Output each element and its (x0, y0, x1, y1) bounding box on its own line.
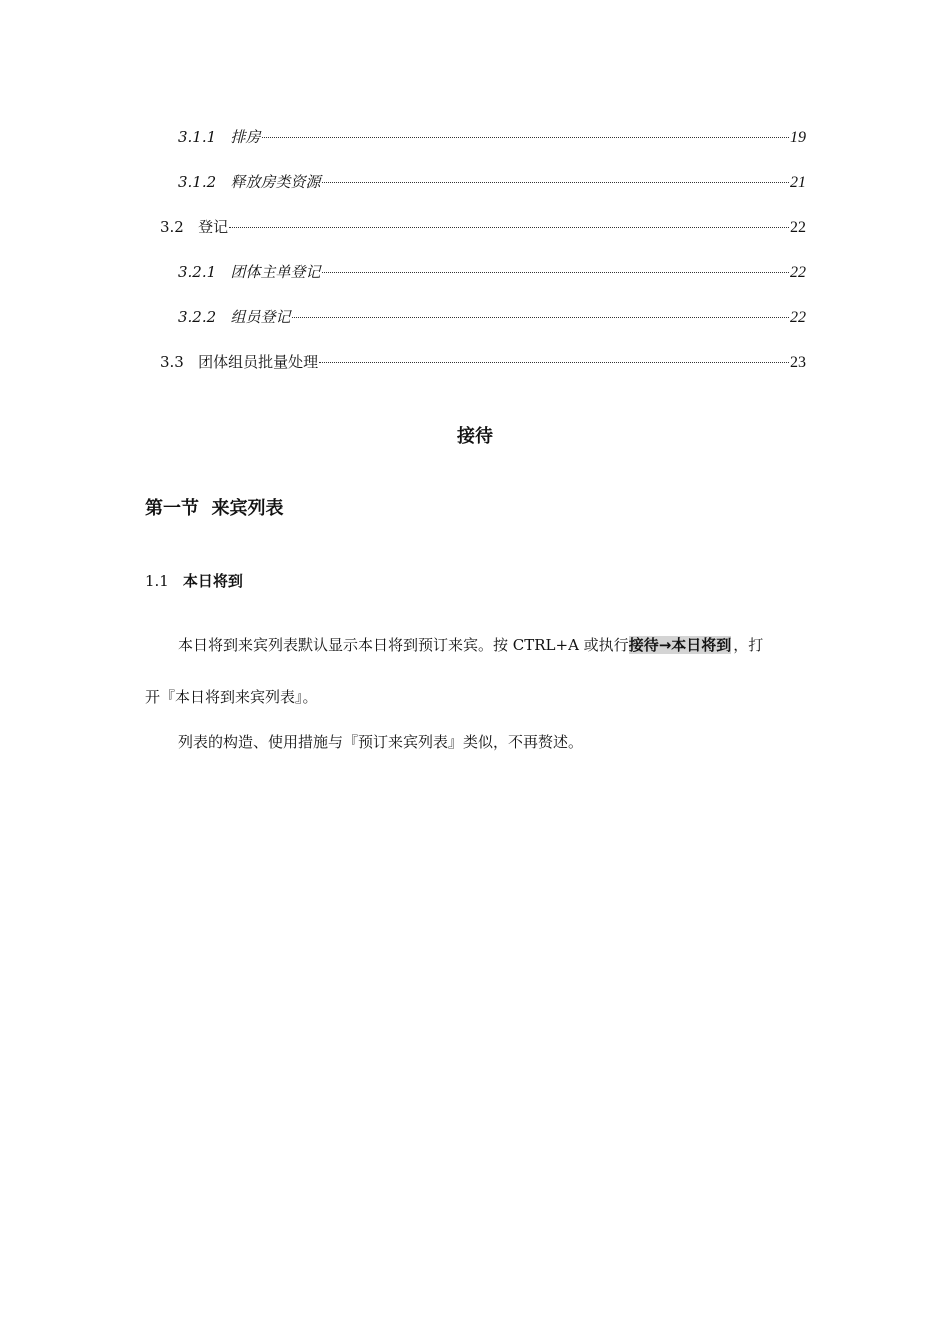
menu-item-reception: 接待 (628, 636, 659, 654)
subsection-number: 1.1 (145, 572, 169, 590)
toc-entry[interactable] (178, 171, 806, 193)
toc-entry[interactable] (160, 216, 806, 238)
toc-leader-dots (322, 272, 790, 273)
toc-entry-page: 22 (790, 219, 806, 236)
toc-entry-page: 22 (790, 264, 806, 281)
chapter-title: 接待 (457, 426, 493, 447)
paragraph-text: 本日将到来宾列表默认显示本日将到预订来宾。按 CTRL+A 或执行 (178, 636, 629, 654)
toc-entry-title: 排房 (230, 128, 261, 146)
toc-entry-number: 3.1.2 (178, 173, 217, 191)
toc-leader-dots (319, 362, 789, 363)
toc-entry-title: 团体主单登记 (230, 263, 321, 281)
toc-entry-page: 19 (790, 129, 806, 146)
toc-entry-number: 3.2 (160, 218, 184, 236)
paragraph-line: 开『本日将到来宾列表』。 (145, 688, 318, 706)
toc-entry[interactable] (160, 351, 806, 373)
toc-entry-title: 组员登记 (230, 308, 291, 326)
toc-entry-number: 3.2.2 (178, 308, 217, 326)
toc-entry-number: 3.3 (160, 353, 184, 371)
subsection-title: 本日将到 (182, 572, 243, 590)
toc-entry-page: 23 (790, 354, 806, 371)
toc-leader-dots (322, 182, 790, 183)
toc-entry[interactable] (178, 126, 806, 148)
toc-leader-dots (229, 227, 789, 228)
toc-entry-number: 3.1.1 (178, 128, 217, 146)
toc-entry-title: 团体组员批量处理 (198, 353, 319, 371)
toc-entry-number: 3.2.1 (178, 263, 217, 281)
paragraph-line (178, 634, 763, 655)
toc-entry-page: 22 (790, 309, 806, 326)
arrow-icon: → (658, 636, 672, 654)
toc-entry-title: 释放房类资源 (230, 173, 321, 191)
paragraph: 列表的构造、使用措施与『预订来宾列表』类似，不再赘述。 (178, 733, 584, 751)
subsection-heading (145, 570, 243, 591)
menu-item-arrivals-today: 本日将到 (671, 636, 732, 654)
paragraph-text: ，打 (733, 636, 764, 654)
toc-entry[interactable] (178, 261, 806, 283)
toc-entry[interactable] (178, 306, 806, 328)
section-title: 第一节 来宾列表 (145, 498, 284, 519)
toc-entry-page: 21 (790, 174, 806, 191)
toc-leader-dots (262, 137, 790, 138)
toc-leader-dots (292, 317, 790, 318)
toc-entry-title: 登记 (198, 218, 229, 236)
menu-path-highlight (629, 636, 732, 654)
